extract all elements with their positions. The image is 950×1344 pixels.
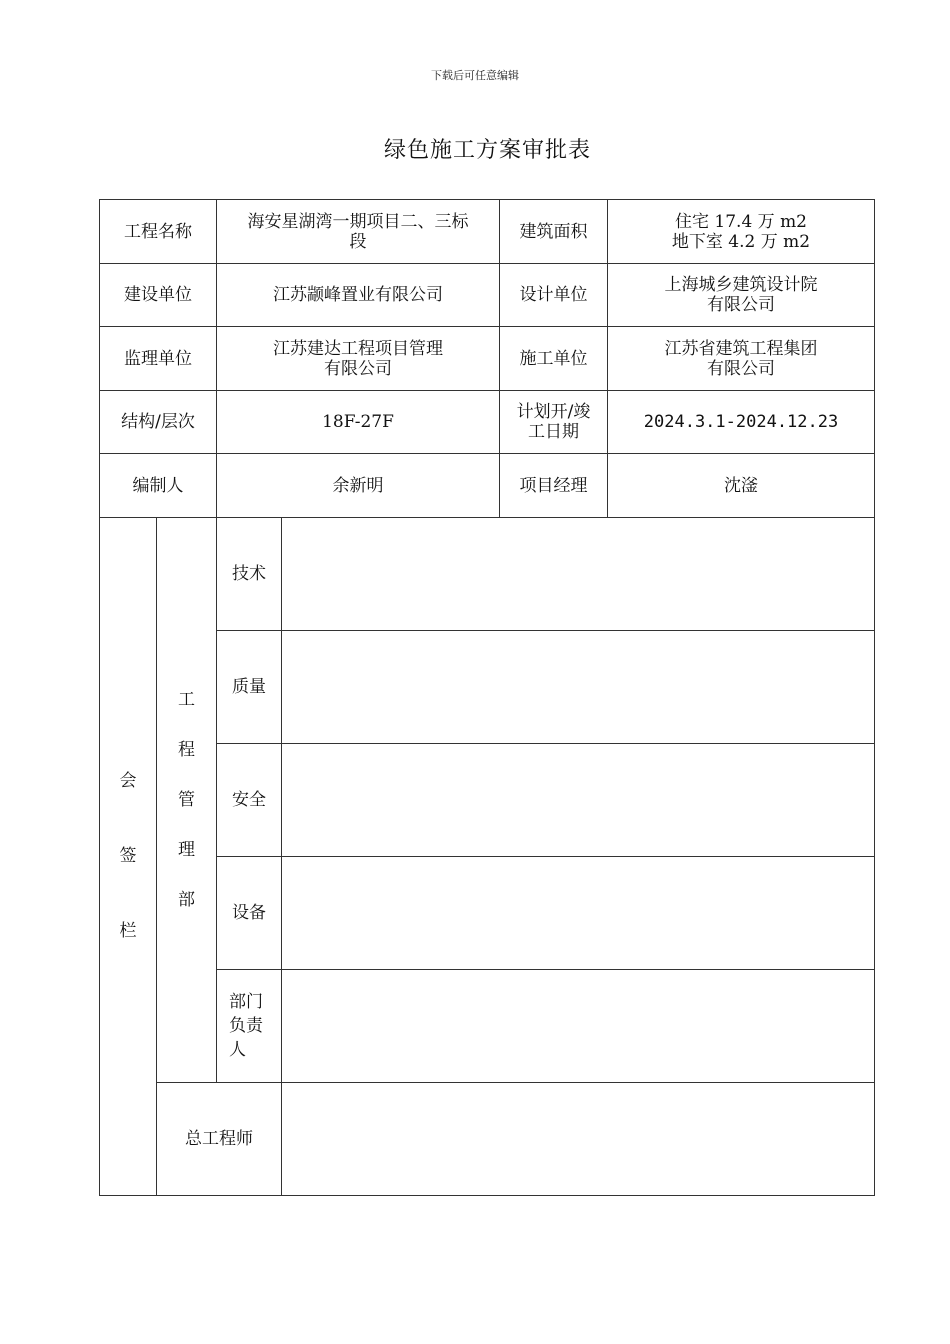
- info-row-structure: [100, 391, 875, 454]
- value-project-manager[interactable]: [608, 454, 875, 518]
- value-line: 江苏颛峰置业有限公司: [273, 285, 443, 305]
- signoff-char: 栏: [119, 921, 137, 941]
- value-line: 有限公司: [707, 295, 775, 315]
- approval-form-table: [99, 199, 875, 1196]
- label-supervision-unit: 监理单位: [100, 327, 217, 391]
- dept-char: 部: [178, 890, 195, 910]
- signoff-section-label: [100, 518, 157, 1196]
- info-row-project-name: [100, 200, 875, 264]
- label-line: 计划开/竣: [516, 402, 591, 422]
- value-line: 18F-27F: [322, 412, 394, 432]
- value-line: 余新明: [332, 475, 384, 496]
- label-building-area: 建筑面积: [500, 200, 608, 264]
- value-line: 地下室 4.2 万 m2: [671, 231, 811, 252]
- value-line: 海安星湖湾一期项目二、三标: [247, 211, 469, 232]
- dept-char: 工: [178, 690, 195, 710]
- dept-char: 程: [178, 740, 195, 760]
- info-row-owner: [100, 264, 875, 327]
- dept-char: 理: [178, 840, 195, 860]
- role-dept-head-signature-field[interactable]: [282, 970, 875, 1083]
- value-design-unit[interactable]: [608, 264, 875, 327]
- value-line: 江苏省建筑工程集团: [664, 338, 818, 359]
- document-title: 绿色施工方案审批表: [383, 138, 591, 163]
- value-line: 沈滏: [724, 475, 758, 496]
- role-equipment-label: 设备: [217, 857, 282, 970]
- signoff-row-chief-engineer: [100, 1083, 875, 1196]
- chief-engineer-label: 总工程师: [157, 1083, 282, 1196]
- role-line: 部门: [229, 992, 263, 1012]
- role-line: 人: [229, 1040, 246, 1060]
- value-line: 有限公司: [707, 358, 775, 379]
- label-author: 编制人: [100, 454, 217, 518]
- header-note: 下载后可任意编辑: [431, 69, 519, 82]
- value-author[interactable]: [217, 454, 500, 518]
- role-safety-signature-field[interactable]: [282, 744, 875, 857]
- signoff-char: 签: [119, 846, 137, 866]
- role-equipment-signature-field[interactable]: [282, 857, 875, 970]
- label-structure-floors: 结构/层次: [100, 391, 217, 454]
- value-line: 住宅 17.4 万 m2: [675, 211, 807, 232]
- value-line: 有限公司: [324, 358, 392, 379]
- signoff-row-technical: [100, 518, 875, 631]
- label-construction-unit: 施工单位: [500, 327, 608, 391]
- value-building-area[interactable]: [608, 200, 875, 264]
- signoff-row-dept-head: [100, 970, 875, 1083]
- role-line: 负责: [229, 1016, 263, 1036]
- info-row-supervision: [100, 327, 875, 391]
- role-quality-label: 质量: [217, 631, 282, 744]
- dept-char: 管: [178, 790, 195, 810]
- chief-engineer-signature-field[interactable]: [282, 1083, 875, 1196]
- signoff-char: 会: [119, 771, 137, 791]
- label-project-name: 工程名称: [100, 200, 217, 264]
- engineering-dept-label: [157, 518, 217, 1083]
- info-row-author: [100, 454, 875, 518]
- value-line: 段: [349, 231, 367, 252]
- signoff-row-quality: [100, 631, 875, 744]
- role-technical-signature-field[interactable]: [282, 518, 875, 631]
- role-dept-head-label: [217, 970, 282, 1083]
- value-owner-unit[interactable]: [217, 264, 500, 327]
- value-schedule[interactable]: [608, 391, 875, 454]
- value-project-name[interactable]: [217, 200, 500, 264]
- signoff-row-safety: [100, 744, 875, 857]
- label-schedule: [500, 391, 608, 454]
- value-construction-unit[interactable]: [608, 327, 875, 391]
- signoff-row-equipment: [100, 857, 875, 970]
- label-line: 工日期: [528, 422, 579, 442]
- value-line: 上海城乡建筑设计院: [664, 275, 818, 295]
- role-technical-label: 技术: [217, 518, 282, 631]
- value-line: 2024.3.1-2024.12.23: [643, 412, 839, 432]
- value-structure-floors[interactable]: [217, 391, 500, 454]
- value-supervision-unit[interactable]: [217, 327, 500, 391]
- label-owner-unit: 建设单位: [100, 264, 217, 327]
- value-line: 江苏建达工程项目管理: [273, 338, 443, 359]
- label-project-manager: 项目经理: [500, 454, 608, 518]
- role-safety-label: 安全: [217, 744, 282, 857]
- role-quality-signature-field[interactable]: [282, 631, 875, 744]
- label-design-unit: 设计单位: [500, 264, 608, 327]
